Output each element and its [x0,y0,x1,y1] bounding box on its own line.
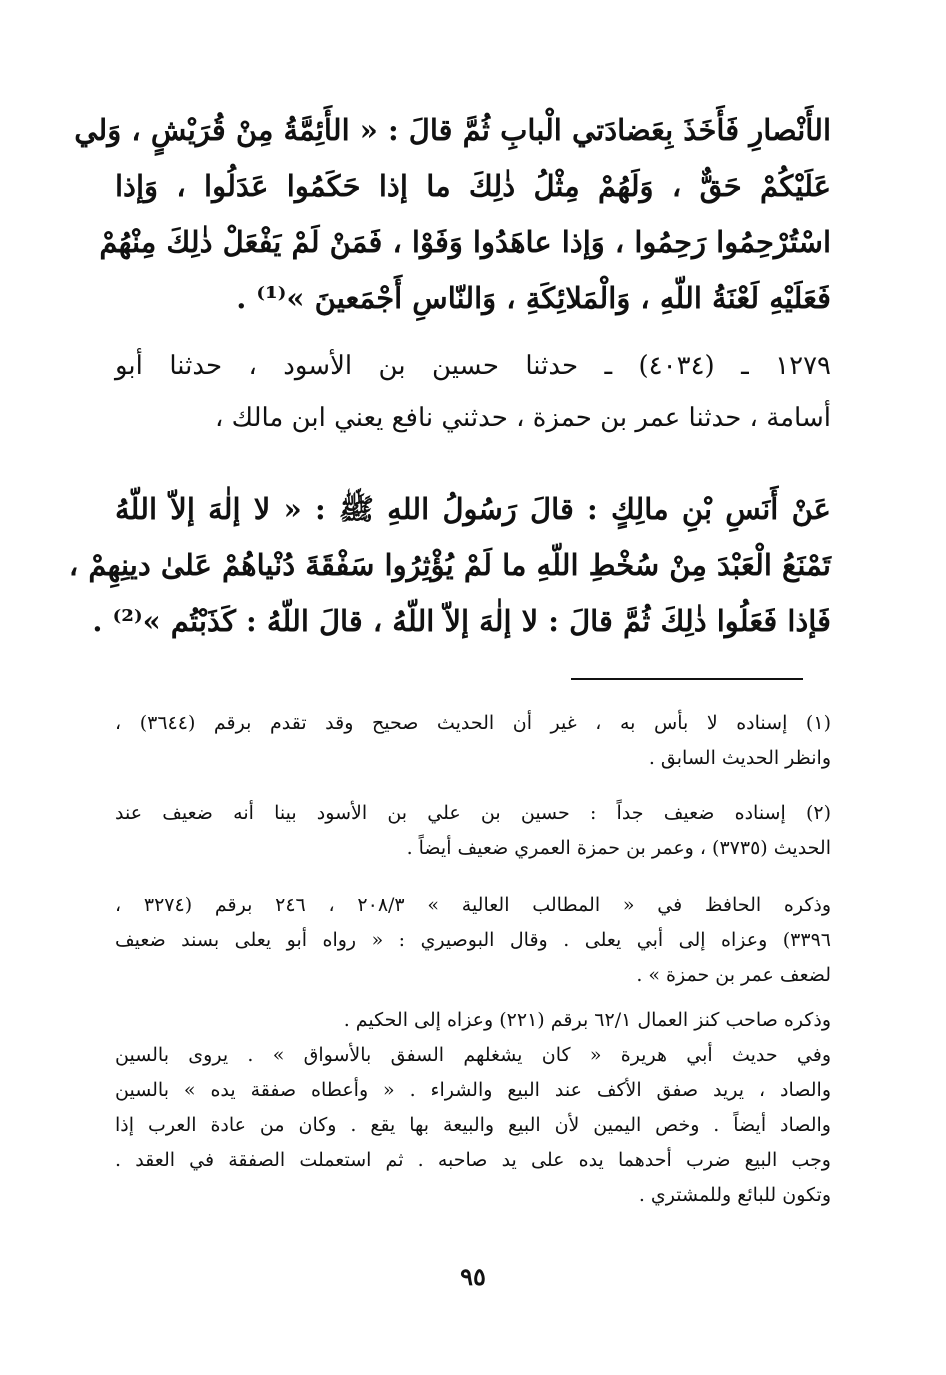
text-line: (١) إسناده لا بأس به ، غير أن الحديث صحيح وقد تقدم برقم (٣٦٤٤) ، [115,712,831,734]
text-line: وجب البيع ضرب أحدهما يده على يد صاحبه . ثم استعملت الصفقة في العقد . [115,1149,831,1171]
footnote-2 [115,796,831,866]
text-line: والصاد أيضاً . وخص اليمين لأن البيع والبيعة بها يقع . وكان من عادة العرب إذا [115,1114,831,1136]
text-line: والصاد ، يريد صفق الأكف عند البيع والشراء . « وأعطاه صفقة يده » بالسين [115,1079,831,1101]
text-line: وفي حديث أبي هريرة « كان يشغلهم السفق بالأسواق » . يروى بالسين [115,1044,831,1066]
text-line: لضعف عمر بن حمزة » . [636,964,831,986]
text-line: (٢) إسناده ضعيف جداً : حسين بن علي بن الأسود بينا أنه ضعيف عند [115,802,831,824]
text-line: وذكره صاحب كنز العمال ٦٢/١ برقم (٢٢١) وعزاه إلى الحكيم . [343,1009,831,1031]
footnote-separator [571,678,803,680]
text-line: تَمْنَعُ الْعَبْدَ مِنْ سُخْطِ اللّهِ ما لَمْ يُؤْثِرُوا سَفْقَةَ دُنْياهُمْ عَلىٰ دينِهِمْ ، [68,548,831,582]
text-line: عَنْ أَنَسِ بْنِ مالِكٍ : قالَ رَسُولُ اللهِ ﷺ : « لا إلٰهَ إلاّ اللّهُ [115,492,831,526]
text-line: فَإذا فَعَلُوا ذٰلِكَ ثُمَّ قالَ : لا إلٰهَ إلاّ اللّهُ ، قالَ اللّهُ : كَذَبْتُم »⁽²⁾ . [92,604,831,638]
text-line: وانظر الحديث السابق . [648,747,831,769]
text-line: ١٢٧٩ ـ (٤٠٣٤) ـ حدثنا حسين بن الأسود ، حدثنا أبو [115,351,831,381]
hadith-1279-matn [68,481,831,649]
hadith-1278-continuation [74,102,831,326]
text-line: وذكره الحافظ في « المطالب العالية » ٢٠٨/٣ ، ٢٤٦ برقم (٣٢٧٤ ، [115,894,832,916]
footnote-1 [115,706,831,776]
page-number: ٩٥ [460,1262,486,1291]
footnote-2-kanz [115,1003,831,1038]
text-line: وتكون للبائع وللمشتري . [638,1184,831,1206]
text-line: أسامة ، حدثنا عمر بن حمزة ، حدثني نافع يعني ابن مالك ، [215,403,831,433]
footnote-2-lexical [115,1038,831,1213]
text-line: فَعَلَيْهِ لَعْنَةُ اللّهِ ، وَالْمَلائِكَةِ ، وَالنّاسِ أَجْمَعينَ »⁽¹⁾ . [236,281,831,315]
footnote-2-mutalib [115,888,831,993]
hadith-1279-isnad [115,340,831,444]
text-line: الحديث (٣٧٣٥) ، وعمر بن حمزة العمري ضعيف أيضاً . [406,837,831,859]
text-line: الأَنْصارِ فَأَخَذَ بِعَضادَتي الْبابِ ثُمَّ قالَ : « الأَئِمَّةُ مِنْ قُرَيْشٍ ، وَلي [74,113,831,147]
text-line: اسْتُرْحِمُوا رَحِمُوا ، وَإذا عاهَدُوا وَفَوْا ، فَمَنْ لَمْ يَفْعَلْ ذٰلِكَ مِنْهُمْ [99,225,831,259]
text-line: ٣٣٩٦) وعزاه إلى أبي يعلى . وقال البوصيري : « رواه أبو يعلى بسند ضعيف [115,929,831,951]
text-line: عَلَيْكُمْ حَقٌّ ، وَلَهُمْ مِثْلُ ذٰلِكَ ما إذا حَكَمُوا عَدَلُوا ، وَإذا [115,169,831,203]
